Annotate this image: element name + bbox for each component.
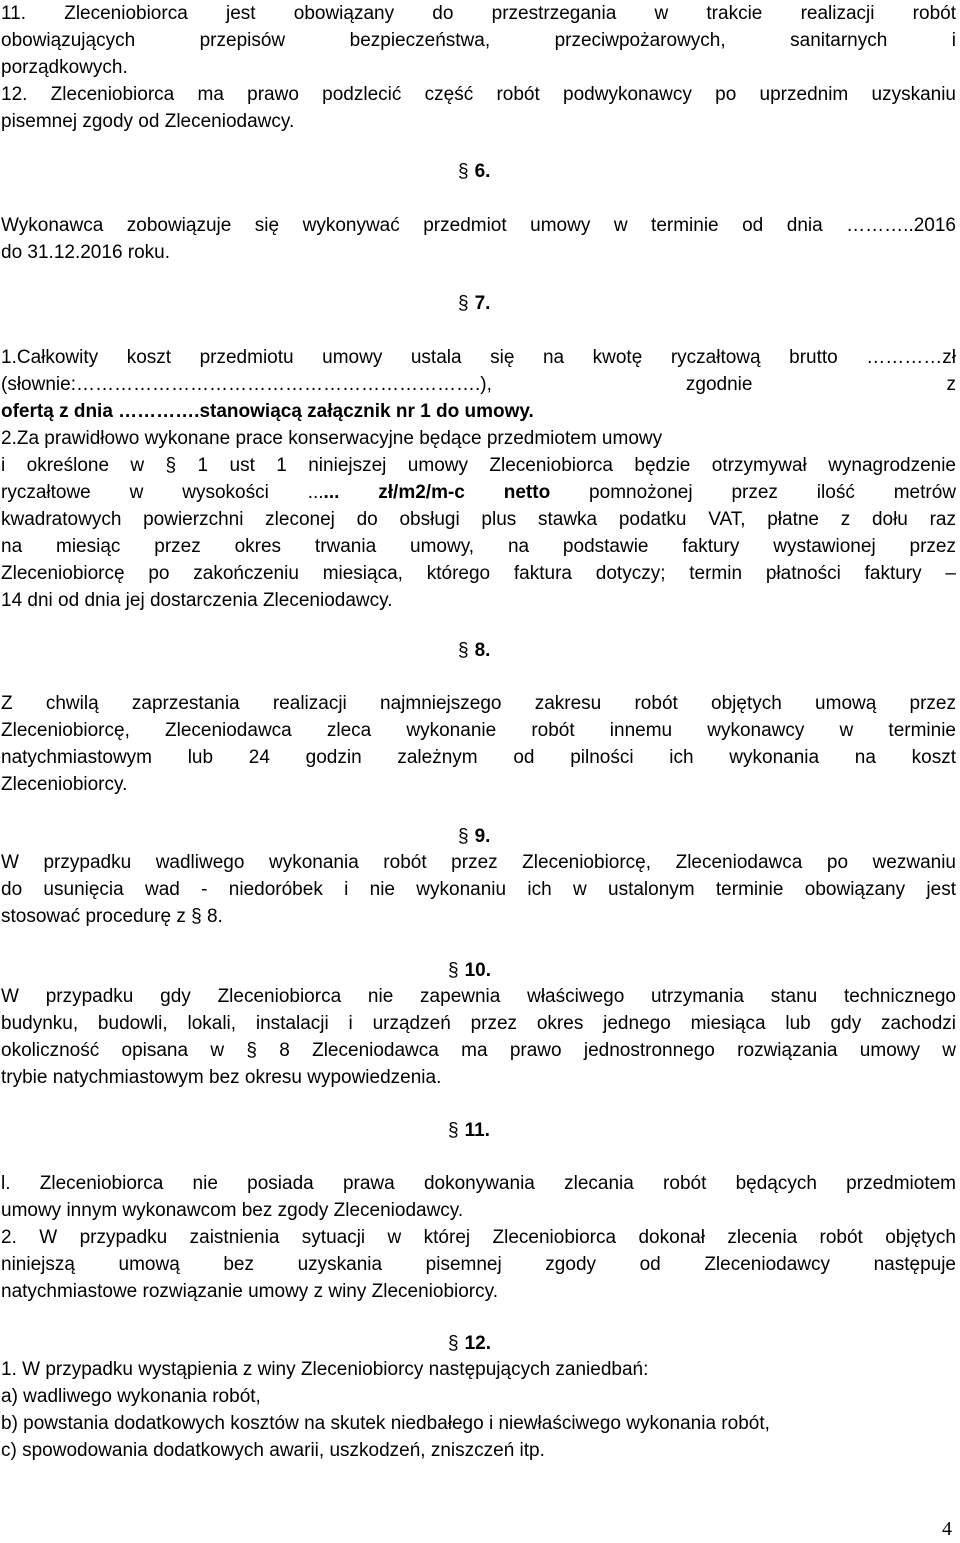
- section-8-heading: [458, 637, 490, 664]
- list-item: b) powstania dodatkowych kosztów na skutek niedbałego i niewłaściwego wykonania robót,: [1, 1413, 770, 1434]
- text-line: 2.Za prawidłowo wykonane prace konserwacyjne będące przedmiotem umowy: [1, 428, 663, 449]
- section-number: 8.: [474, 640, 491, 661]
- section-10-heading: [448, 957, 491, 984]
- rate-value: ... zł/m2/m-c netto: [323, 482, 551, 503]
- text-line: W przypadku wadliwego wykonania robót przez Zleceniobiorcę, Zleceniodawca po wezwaniu: [1, 852, 956, 873]
- section-10-text: [1, 983, 956, 1091]
- text-line: 1. W przypadku wystąpienia z winy Zleceniobiorcy następujących zaniedbań:: [1, 1359, 649, 1380]
- text-line: natychmiastowe rozwiązanie umowy z winy Zleceniobiorcy.: [1, 1281, 499, 1302]
- text-line: Zleceniobiorcę po zakończeniu miesiąca, którego faktura dotyczy; termin płatności faktury –: [1, 563, 956, 584]
- section-symbol: §: [458, 640, 469, 661]
- page-number: 4: [942, 1518, 952, 1540]
- text-line: 11. Zleceniobiorca jest obowiązany do przestrzegania w trakcie realizacji robót: [1, 3, 956, 24]
- section-6-text: [1, 212, 956, 266]
- rate-suffix: pomnożonej przez ilość metrów: [550, 482, 956, 503]
- section-symbol: §: [448, 1333, 459, 1354]
- text-line: 12. Zleceniobiorca ma prawo podzlecić część robót podwykonawcy po uprzednim uzyskaniu: [1, 84, 956, 105]
- section-12-heading: [448, 1330, 491, 1357]
- paragraph-12: [1, 81, 956, 135]
- text-line: okoliczność opisana w § 8 Zleceniodawca ma prawo jednostronnego rozwiązania umowy w: [1, 1040, 956, 1061]
- section-12-text: [1, 1356, 956, 1464]
- rate-label: ryczałtowe w wysokości ...: [1, 482, 324, 503]
- section-number: 11.: [464, 1120, 490, 1141]
- section-number: 10.: [464, 960, 491, 981]
- text-line: Wykonawca zobowiązuje się wykonywać przedmiot umowy w terminie od dnia ………..2016: [1, 215, 956, 236]
- text-line: Z chwilą zaprzestania realizacji najmniejszego zakresu robót objętych umową przez: [1, 693, 956, 714]
- section-symbol: §: [458, 161, 469, 182]
- text-line: obowiązujących przepisów bezpieczeństwa, przeciwpożarowych, sanitarnych i: [1, 30, 956, 51]
- text-line: 1.Całkowity koszt przedmiotu umowy ustala się na kwotę ryczałtową brutto …………zł: [1, 347, 956, 368]
- section-symbol: §: [458, 293, 469, 314]
- text-line: do 31.12.2016 roku.: [1, 242, 171, 263]
- section-symbol: §: [448, 960, 459, 981]
- text-line: porządkowych.: [1, 57, 128, 78]
- text-line: l. Zleceniobiorca nie posiada prawa dokonywania zlecania robót będących przedmiotem: [1, 1173, 956, 1194]
- section-7-point-1: [1, 344, 956, 425]
- text-line: natychmiastowym lub 24 godzin zależnym od pilności ich wykonania na koszt: [1, 747, 956, 768]
- section-symbol: §: [448, 1120, 459, 1141]
- list-item: a) wadliwego wykonania robót,: [1, 1386, 261, 1407]
- section-6-heading: [458, 158, 490, 185]
- text-line: 2. W przypadku zaistnienia sytuacji w której Zleceniobiorca dokonał zlecenia robót objętych: [1, 1227, 956, 1248]
- section-7-heading: [458, 290, 490, 317]
- section-8-text: [1, 690, 956, 798]
- section-11-heading: [448, 1117, 490, 1144]
- section-11-point-2: [1, 1224, 956, 1305]
- text-line: W przypadku gdy Zleceniobiorca nie zapewnia właściwego utrzymania stanu technicznego: [1, 986, 956, 1007]
- section-number: 7.: [474, 293, 491, 314]
- text-line: stosować procedurę z § 8.: [1, 906, 223, 927]
- text-line: Zleceniobiorcę, Zleceniodawca zleca wykonanie robót innemu wykonawcy w terminie: [1, 720, 956, 741]
- text-line: kwadratowych powierzchni zleconej do obsługi plus stawka podatku VAT, płatne z dołu raz: [1, 509, 956, 530]
- section-7-point-2: [1, 425, 956, 614]
- section-11-point-1: [1, 1170, 956, 1224]
- text-line: [1, 479, 956, 506]
- text-line: (słownie:……………………………………………………….), zgodnie z: [1, 374, 956, 395]
- text-line: i określone w § 1 ust 1 niniejszej umowy Zleceniobiorca będzie otrzymywał wynagrodzenie: [1, 455, 956, 476]
- list-item: c) spowodowania dodatkowych awarii, uszkodzeń, zniszczeń itp.: [1, 1440, 545, 1461]
- text-line: umowy innym wykonawcom bez zgody Zleceniodawcy.: [1, 1200, 464, 1221]
- section-symbol: §: [458, 826, 469, 847]
- section-9-heading: [458, 823, 490, 850]
- text-line: budynku, budowli, lokali, instalacji i urządzeń przez okres jednego miesiąca lub gdy zachodzi: [1, 1013, 956, 1034]
- text-line: Zleceniobiorcy.: [1, 774, 128, 795]
- text-line: na miesiąc przez okres trwania umowy, na podstawie faktury wystawionej przez: [1, 536, 956, 557]
- text-line: ofertą z dnia ………….stanowiącą załącznik nr 1 do umowy.: [1, 401, 534, 422]
- text-line: trybie natychmiastowym bez okresu wypowiedzenia.: [1, 1067, 442, 1088]
- section-9-text: [1, 849, 956, 930]
- text-line: pisemnej zgody od Zleceniodawcy.: [1, 111, 295, 132]
- section-number: 12.: [464, 1333, 491, 1354]
- text-line: niniejszą umową bez uzyskania pisemnej zgody od Zleceniodawcy następuje: [1, 1254, 956, 1275]
- section-number: 6.: [474, 161, 491, 182]
- text-line: 14 dni od dnia jej dostarczenia Zleceniodawcy.: [1, 590, 393, 611]
- section-number: 9.: [474, 826, 491, 847]
- paragraph-11: [1, 0, 956, 81]
- text-line: do usunięcia wad - niedoróbek i nie wykonaniu ich w ustalonym terminie obowiązany jest: [1, 879, 956, 900]
